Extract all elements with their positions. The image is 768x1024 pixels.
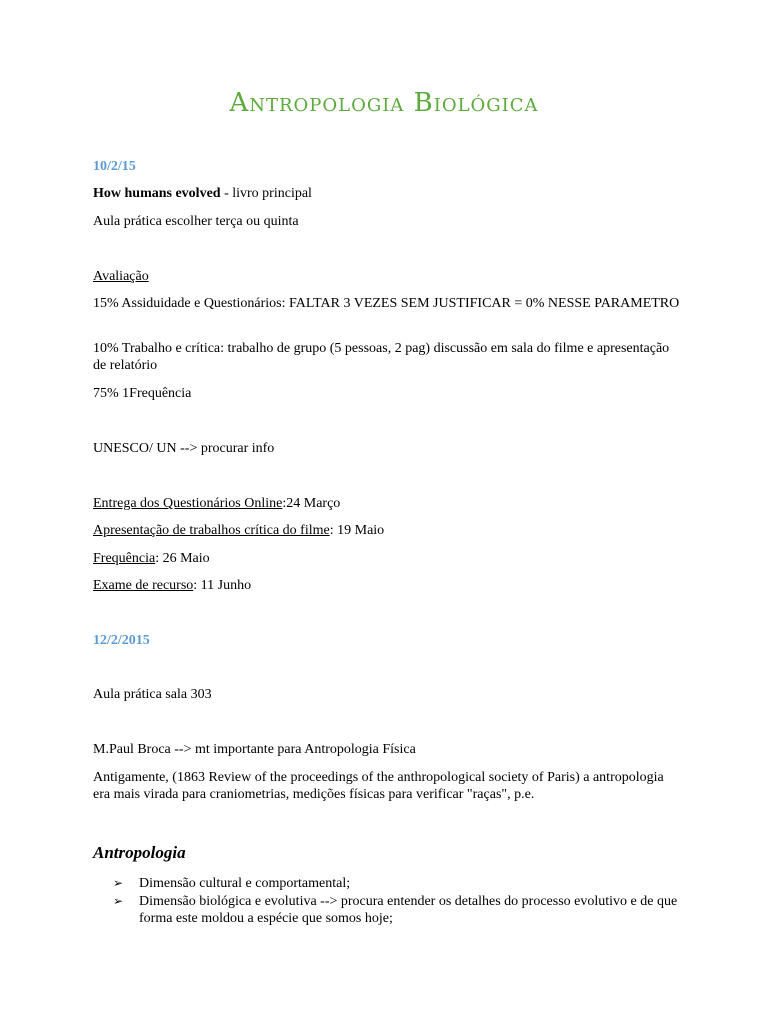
eval-item-2: 10% Trabalho e crítica: trabalho de grupo (5 pessoas, 2 pag) discussão em sala do filme e apresentação de relatório (93, 341, 670, 373)
apresentacao-line (93, 522, 683, 539)
exame-value: : 11 Junho (193, 578, 252, 593)
eval-item-1: 15% Assiduidade e Questionários: FALTAR 3 VEZES SEM JUSTIFICAR = 0% NESSE PARAMETRO (93, 296, 680, 311)
antigamente-paragraph: Antigamente, (1863 Review of the proceedings of the anthropological society of Paris) a antropologia era mais virada para craniometrias, medições físicas para verificar "raças", p.e. (93, 770, 664, 802)
document-title: Antropologia Biológica (229, 88, 539, 118)
exame-line (93, 577, 683, 594)
unesco-line: UNESCO/ UN --> procurar info (93, 441, 275, 456)
date-heading-1: 10/2/15 (93, 159, 136, 174)
entrega-label: Entrega dos Questionários Online (93, 496, 283, 511)
list-item (113, 893, 683, 927)
broca-line: M.Paul Broca --> mt importante para Antropologia Física (93, 742, 416, 757)
apresentacao-label: Apresentação de trabalhos crítica do filme (93, 523, 330, 538)
list-item-text: Dimensão cultural e comportamental; (139, 876, 351, 891)
apresentacao-value: : 19 Maio (329, 523, 385, 538)
date-heading-2: 12/2/2015 (93, 633, 150, 648)
list-item-text: Dimensão biológica e evolutiva --> procura entender os detalhes do processo evolutivo e de que forma este moldou a espécie que somos hoje; (139, 894, 678, 926)
list-item (113, 875, 683, 892)
arrow-bullet-icon: ➢ (113, 894, 124, 908)
entrega-line (93, 495, 683, 512)
avaliacao-heading: Avaliação (93, 269, 149, 284)
arrow-bullet-icon: ➢ (113, 876, 124, 890)
book-description: - livro principal (220, 186, 312, 201)
exame-label: Exame de recurso (93, 578, 194, 593)
aula-escolha-line: Aula prática escolher terça ou quinta (93, 214, 299, 229)
entrega-value: :24 Março (282, 496, 341, 511)
eval-item-3: 75% 1Frequência (93, 386, 192, 401)
aula-sala-line: Aula prática sala 303 (93, 687, 212, 702)
frequencia-value: : 26 Maio (155, 551, 210, 566)
frequencia-line (93, 550, 683, 567)
section-heading-antropologia: Antropologia (93, 843, 186, 862)
book-line (93, 185, 683, 202)
book-title: How humans evolved (93, 186, 221, 201)
frequencia-label: Frequência (93, 551, 156, 566)
